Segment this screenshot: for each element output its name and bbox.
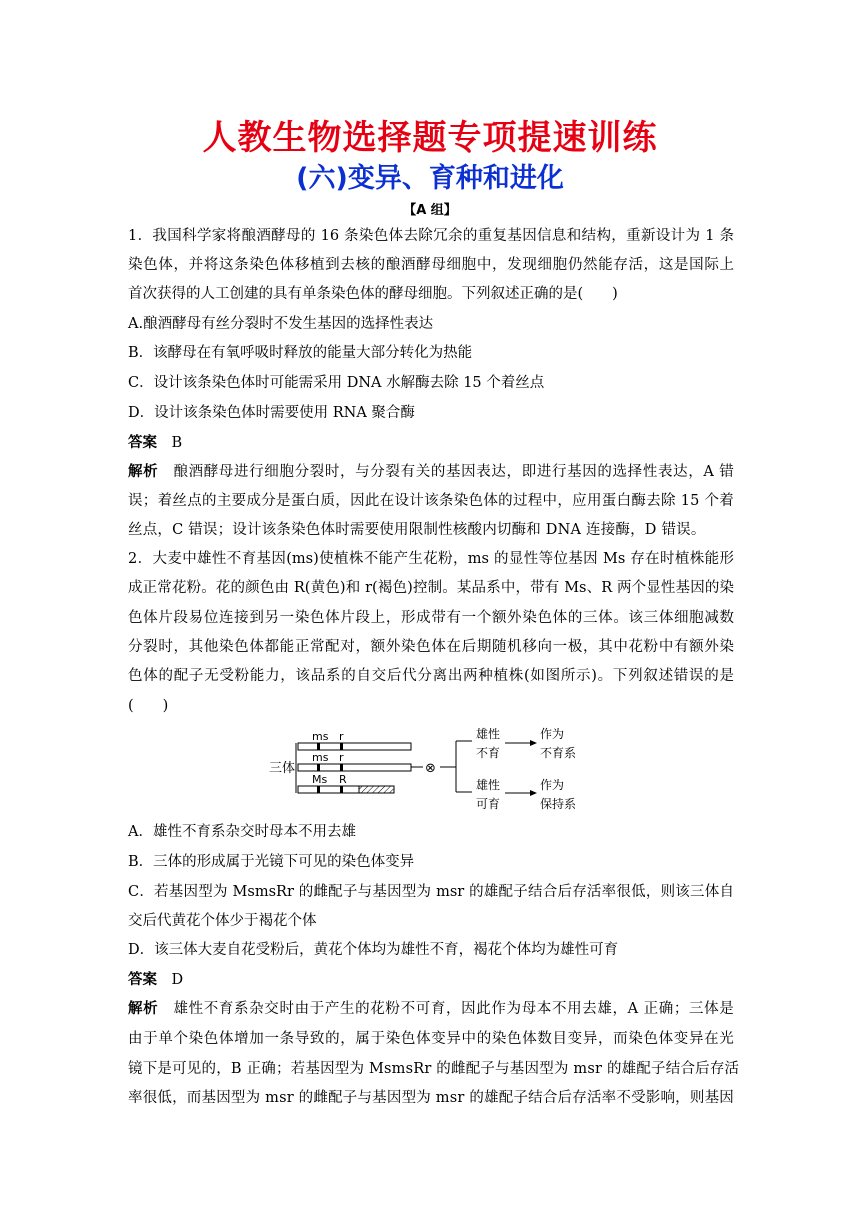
result1-line2: 不育系 xyxy=(540,746,577,760)
chrom2-gene-ms: ms xyxy=(312,751,329,764)
chrom1-gene-ms: ms xyxy=(312,730,329,743)
q2-analysis-line-4: 率很低，而基因型为 msr 的雌配子与基因型为 msr 的雄配子结合后存活率不受影响，则基因 xyxy=(128,1090,734,1106)
trisomy-label: 三体 xyxy=(269,761,296,776)
q1-option-d: D．设计该条染色体时需要使用 RNA 聚合酶 xyxy=(128,405,415,421)
q2-analysis-line-1: 解析 雄性不育系杂交时由于产生的花粉不可育，因此作为母本不用去雄，A 正确；三体是 xyxy=(128,1001,735,1017)
q1-analysis-line-3: 丝点，C 错误；设计该条染色体时需要使用限制性核酸内切酶和 DNA 连接酶，D 错误。 xyxy=(128,522,706,538)
chrom1-gene-r: r xyxy=(339,730,344,743)
branch1-line1: 雄性 xyxy=(476,727,501,741)
q2-analysis-line-2: 由于单个染色体增加一条导致的，属于染色体变异中的染色体数目变异，而染色体变异在光 xyxy=(128,1031,734,1047)
result2-line2: 保持系 xyxy=(540,797,577,811)
answer-value: D xyxy=(171,972,184,988)
q1-option-c: C．设计该条染色体时可能需采用 DNA 水解酶去除 15 个着丝点 xyxy=(128,375,545,391)
q2-stem-line-2: 成正常花粉。花的颜色由 R(黄色)和 r(褐色)控制。某品系中，带有 Ms、R 两个显性基因的染 xyxy=(128,580,734,596)
q2-stem-line-4: 分裂时，其他染色体都能正常配对，额外染色体在后期随机移向一极，其中花粉中有额外染 xyxy=(128,639,734,655)
q2-stem-line-3: 色体片段易位连接到另一染色体片段上，形成带有一个额外染色体的三体。该三体细胞减数 xyxy=(128,610,734,626)
q1-stem-line-1: 1．我国科学家将酿酒酵母的 16 条染色体去除冗余的重复基因信息和结构，重新设计为 1 条 xyxy=(128,228,734,244)
answer-value: B xyxy=(171,435,183,451)
analysis-label: 解析 xyxy=(128,1001,159,1017)
translocated-segment xyxy=(359,786,394,793)
branch1-line2: 不育 xyxy=(476,746,501,760)
chrom3-gene-Ms: Ms xyxy=(312,773,328,786)
branch2-line2: 可育 xyxy=(476,797,501,811)
chromosome-1 xyxy=(298,743,411,750)
q2-analysis-line-3: 镜下是可见的，B 正确；若基因型为 MsmsRr 的雌配子与基因型为 msr 的雄配子结合后存活 xyxy=(128,1061,740,1077)
q1-stem-line-3: 首次获得的人工创建的具有单条染色体的酵母细胞。下列叙述正确的是( ) xyxy=(128,286,618,302)
q1-stem-line-2: 染色体，并将这条染色体移植到去核的酿酒酵母细胞中，发现细胞仍然能存活，这是国际上 xyxy=(128,257,734,273)
trisomy-diagram xyxy=(262,722,602,816)
q1-option-b: B．该酵母在有氧呼吸时释放的能量大部分转化为热能 xyxy=(128,345,473,361)
branch2-line1: 雄性 xyxy=(476,778,501,792)
chromosome-2 xyxy=(298,764,411,771)
chrom2-gene-r: r xyxy=(339,751,344,764)
group-label: 【A 组】 xyxy=(403,203,457,218)
result2-line1: 作为 xyxy=(540,778,565,792)
q1-analysis-line-2: 误；着丝点的主要成分是蛋白质，因此在设计该条染色体的过程中，应用蛋白酶去除 15 个着 xyxy=(128,493,734,509)
chromosome-3 xyxy=(298,786,359,793)
chrom3-gene-R: R xyxy=(339,773,347,786)
selfing-symbol: ⊗ xyxy=(425,761,436,776)
q1-analysis-line-1: 解析 酿酒酵母进行细胞分裂时，与分裂有关的基因表达，即进行基因的选择性表达，A 错 xyxy=(128,464,735,480)
result1-line1: 作为 xyxy=(540,727,565,741)
q2-option-c-line-1: C．若基因型为 MsmsRr 的雌配子与基因型为 msr 的雄配子结合后存活率很低，则该三体自 xyxy=(128,884,734,900)
q2-answer xyxy=(128,970,183,990)
q2-option-b: B．三体的形成属于光镜下可见的染色体变异 xyxy=(128,854,415,870)
document-subtitle: (六)变异、育种和进化 xyxy=(296,163,564,194)
q2-stem-line-6: ( ) xyxy=(128,698,169,714)
answer-label: 答案 xyxy=(128,972,157,988)
q2-option-c-line-2: 交后代黄花个体少于褐花个体 xyxy=(128,913,317,929)
q2-option-a: A．雄性不育系杂交时母本不用去雄 xyxy=(128,824,356,840)
q2-stem-line-1: 2．大麦中雄性不育基因(ms)使植株不能产生花粉，ms 的显性等位基因 Ms 存在时植株能形 xyxy=(128,551,734,567)
q2-option-d: D．该三体大麦自花受粉后，黄花个体均为雄性不育，褐花个体均为雄性可育 xyxy=(128,942,619,958)
q2-stem-line-5: 色体的配子无受粉能力，该品系的自交后代分离出两种植株(如图所示)。下列叙述错误的是 xyxy=(128,668,734,684)
q1-answer xyxy=(128,433,182,453)
document-title: 人教生物选择题专项提速训练 xyxy=(202,118,658,158)
analysis-label: 解析 xyxy=(128,464,159,480)
answer-label: 答案 xyxy=(128,435,157,451)
q1-option-a: A.酿酒酵母有丝分裂时不发生基因的选择性表达 xyxy=(128,316,434,332)
